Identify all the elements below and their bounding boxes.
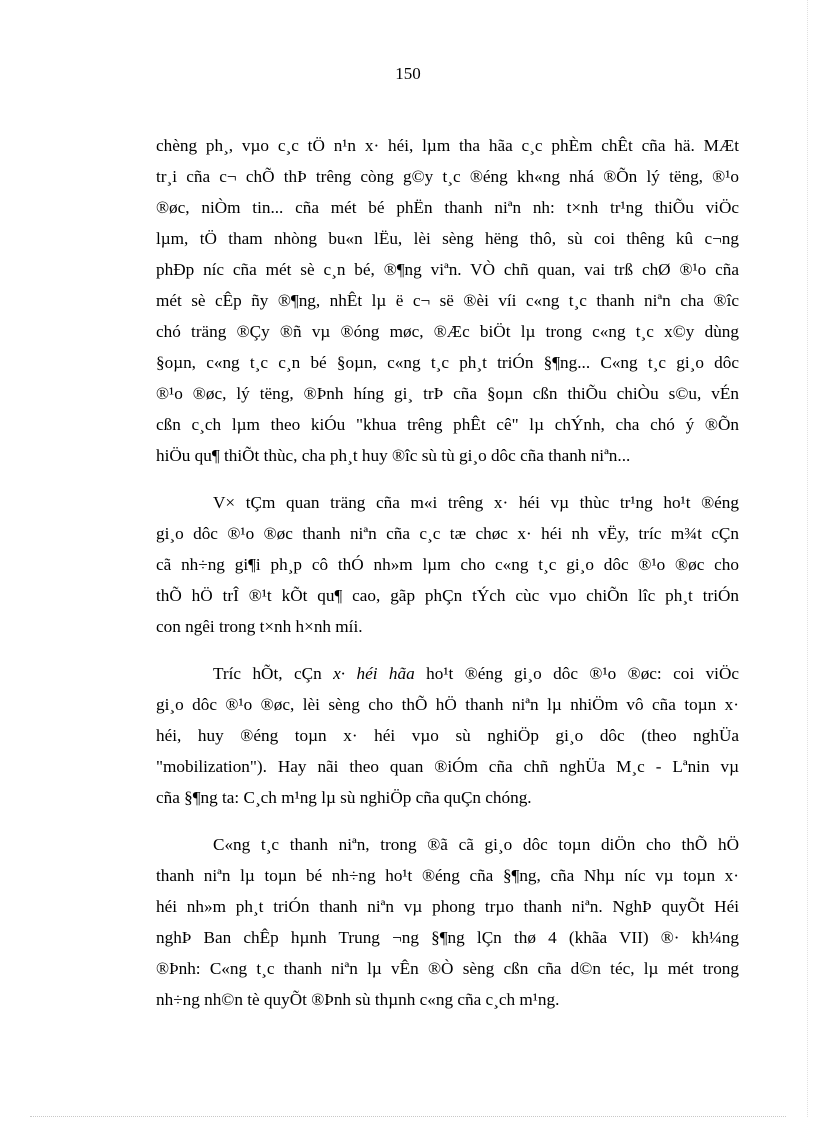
text-line: ®¹o ®øc, lý tëng, ®Þnh híng gi¸ trÞ cña §oµn cßn thiÕu chiÒu s©u, vÉn [156, 384, 739, 403]
page-number: 150 [395, 64, 421, 83]
italic-term: x· héi hãa [333, 664, 415, 683]
text-line: mét sè cÊp ñy ®¶ng, nhÊt lµ ë c¬ së ®èi víi c«ng t¸c thanh niªn cha ®îc [156, 291, 739, 310]
text-line: ®øc, niÒm tin... cña mét bé phËn thanh niªn nh: t×nh tr¹ng thiÕu viÖc [156, 198, 739, 217]
text-line: nh÷ng nh©n tè quyÕt ®Þnh sù thµnh c«ng cña c¸ch m¹ng. [156, 990, 560, 1009]
text-segment: ho¹t ®éng gi¸o dôc ®¹o ®øc: coi viÖc [414, 664, 739, 683]
text-line: cña §¶ng ta: C¸ch m¹ng lµ sù nghiÖp cña quÇn chóng. [156, 788, 532, 807]
text-line: con ngêi trong t×nh h×nh míi. [156, 617, 363, 636]
paragraph-1 [156, 130, 739, 471]
text-segment: Tríc hÕt, cÇn [213, 664, 334, 683]
text-line: "mobilization"). Hay nãi theo quan ®iÓm cña chñ nghÜa M¸c - Lªnin vµ [156, 757, 739, 776]
text-line: tr¸i cña c¬ chÕ thÞ trêng còng g©y t¸c ®éng kh«ng nhá ®Õn lý tëng, ®¹o [156, 167, 739, 186]
text-line: hiÖu qu¶ thiÕt thùc, cha ph¸t huy ®îc sù tù gi¸o dôc cña thanh niªn... [156, 446, 631, 465]
text-line: ®Þnh: C«ng t¸c thanh niªn lµ vÊn ®Ò sèng cßn cña d©n téc, lµ mét trong [156, 959, 739, 978]
text-line: thÕ hÖ trÎ ®¹t kÕt qu¶ cao, gãp phÇn tÝch cùc vµo chiÕn lîc ph¸t triÓn [156, 586, 739, 605]
body-text [156, 130, 739, 1015]
text-line: lµm, tÖ tham nhòng bu«n lËu, lèi sèng hëng thô, sù coi thêng kû c¬ng [156, 229, 739, 248]
paragraph-4 [156, 829, 739, 1015]
text-line: chó träng ®Çy ®ñ vµ ®óng møc, ®Æc biÖt lµ trong c«ng t¸c x©y dùng [156, 322, 739, 341]
paragraph-3 [156, 658, 739, 813]
page-right-border [807, 0, 808, 1117]
paragraph-2 [156, 487, 739, 642]
text-line: §oµn, c«ng t¸c c¸n bé §oµn, c«ng t¸c ph¸t triÓn §¶ng... C«ng t¸c gi¸o dôc [156, 353, 739, 372]
text-line: nghÞ Ban chÊp hµnh Trung ¬ng §¶ng lÇn thø 4 (khãa VII) ®· kh¼ng [156, 928, 739, 947]
text-line: phÐp níc cña mét sè c¸n bé, ®¶ng viªn. VÒ chñ quan, vai trß chØ ®¹o cña [156, 260, 739, 279]
text-line: héi, huy ®éng toµn x· héi vµo sù nghiÖp gi¸o dôc (theo nghÜa [156, 726, 739, 745]
text-line: héi nh»m ph¸t triÓn thanh niªn vµ phong trµo thanh niªn. NghÞ quyÕt Héi [156, 897, 739, 916]
text-line: thanh niªn lµ toµn bé nh÷ng ho¹t ®éng cña §¶ng, cña Nhµ níc vµ toµn x· [156, 866, 739, 885]
text-line: cßn c¸ch lµm theo kiÓu "khua trêng phÊt cê" lµ chÝnh, cha chó ý ®Õn [156, 415, 739, 434]
text-line: C«ng t¸c thanh niªn, trong ®ã cã gi¸o dôc toµn diÖn cho thÕ hÖ [213, 835, 739, 854]
text-line: gi¸o dôc ®¹o ®øc thanh niªn cña c¸c tæ chøc x· héi nh vËy, tríc m¾t cÇn [156, 524, 739, 543]
text-line: V× tÇm quan träng cña m«i trêng x· héi vµ thùc tr¹ng ho¹t ®éng [213, 493, 739, 512]
text-line: gi¸o dôc ®¹o ®øc, lèi sèng cho thÕ hÖ thanh niªn lµ nhiÖm vô cña toµn x· [156, 695, 739, 714]
text-line-with-italic [156, 658, 739, 689]
text-line: cã nh÷ng gi¶i ph¸p cô thÓ nh»m lµm cho c«ng t¸c gi¸o dôc ®¹o ®øc cho [156, 555, 739, 574]
text-line: chèng ph¸, vµo c¸c tÖ n¹n x· héi, lµm tha hãa c¸c phÈm chÊt cña hä. MÆt [156, 136, 739, 155]
page-bottom-border [30, 1116, 786, 1117]
